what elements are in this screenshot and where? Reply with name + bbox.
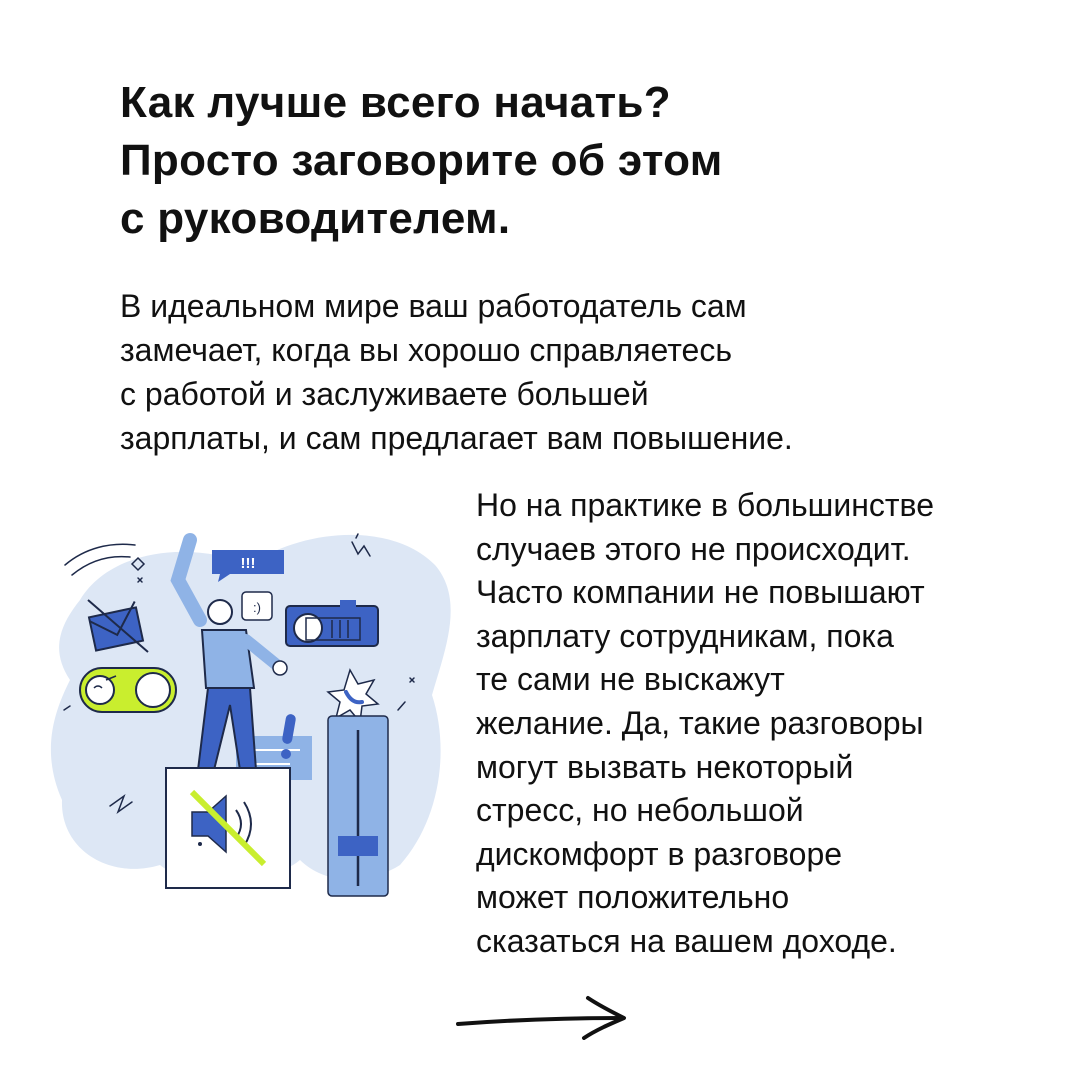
camera-widget [286, 600, 378, 646]
intro-line: зарплаты, и сам предлагает вам повышение. [120, 420, 793, 456]
smile-bubble [242, 592, 272, 620]
right-arrow-icon[interactable] [450, 990, 640, 1040]
smile-bubble-text: :) [253, 600, 261, 615]
body-line: Часто компании не повышают [476, 574, 925, 611]
heading-line: Как лучше всего начать? [120, 78, 671, 127]
heading-line: Просто заговорите об этом [120, 136, 723, 185]
body-line: стресс, но небольшой [476, 792, 804, 829]
heading-line: с руководителем. [120, 194, 511, 243]
body-line: дискомфорт в разговоре [476, 835, 843, 872]
body-line: сказаться на вашем доходе. [476, 922, 897, 959]
body-line: могут вызвать некоторый [476, 748, 854, 785]
body-line: желание. Да, такие разговоры [476, 704, 924, 741]
body-line: может положительно [476, 879, 790, 916]
communication-illustration [40, 520, 460, 900]
body-line: случаев этого не происходит. [476, 530, 911, 567]
body-line: те сами не выскажут [476, 661, 785, 698]
intro-line: с работой и заслуживаете большей [120, 376, 649, 412]
body-line: Но на практике в большинстве [476, 487, 934, 523]
intro-paragraph [120, 284, 1000, 460]
mute-speaker-box [166, 768, 290, 888]
page-heading [120, 74, 980, 248]
face-toggle-icon [80, 668, 176, 712]
volume-slider [328, 716, 388, 896]
body-line: зарплату сотрудникам, пока [476, 617, 894, 654]
body-paragraph [476, 484, 1066, 964]
intro-line: замечает, когда вы хорошо справляетесь [120, 332, 733, 368]
alert-bubble-text: !!! [240, 555, 256, 572]
intro-line: В идеальном мире ваш работодатель сам [120, 288, 747, 324]
